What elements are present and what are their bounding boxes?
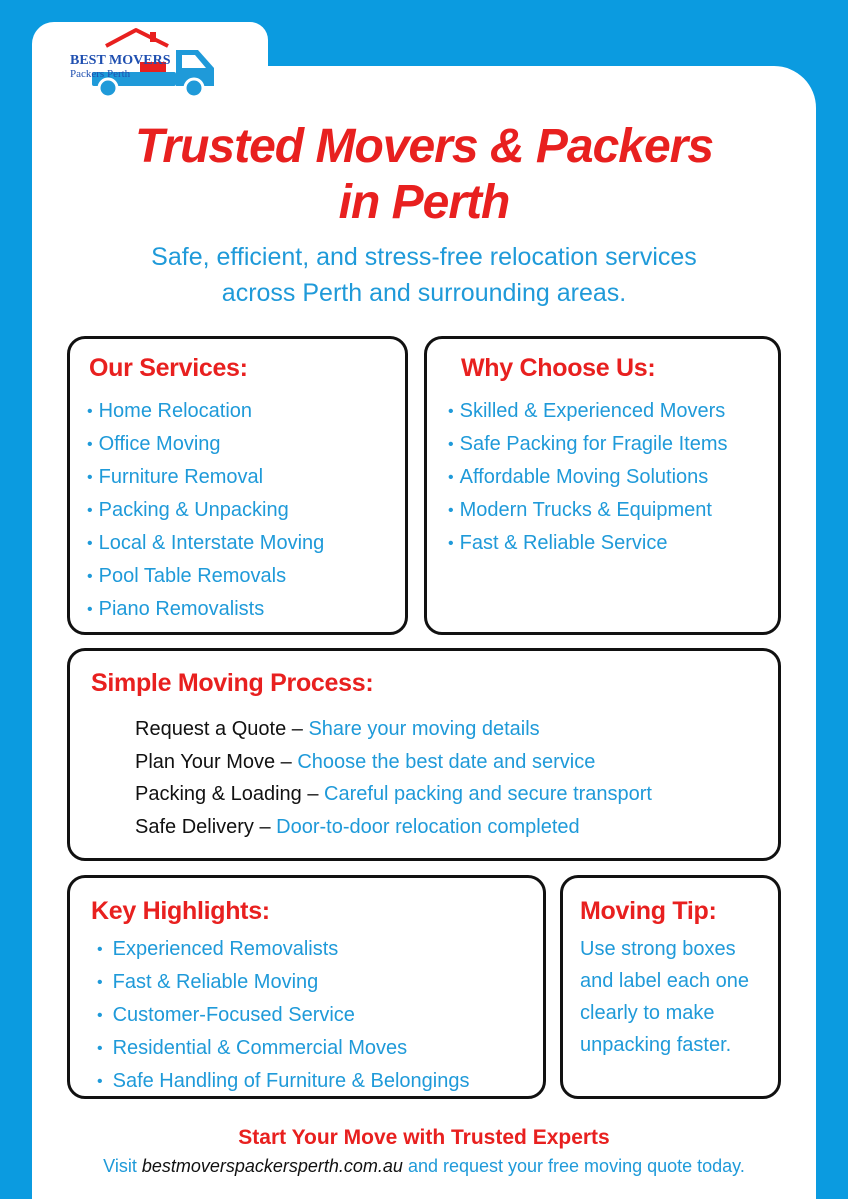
process-steps bbox=[135, 713, 652, 843]
services-heading: Our Services: bbox=[89, 354, 248, 382]
why-list bbox=[448, 395, 728, 560]
list-item: • Skilled & Experienced Movers bbox=[448, 400, 726, 422]
logo-line2: Packers Perth bbox=[70, 68, 131, 80]
why-box bbox=[424, 336, 781, 635]
list-item: • Piano Removalists bbox=[87, 598, 265, 620]
list-item: • Safe Packing for Fragile Items bbox=[448, 433, 728, 455]
highlights-box bbox=[67, 875, 546, 1099]
list-item: • Office Moving bbox=[87, 433, 221, 455]
why-heading: Why Choose Us: bbox=[461, 354, 656, 382]
list-item: • Local & Interstate Moving bbox=[87, 532, 325, 554]
list-item: • Home Relocation bbox=[87, 400, 253, 422]
process-box bbox=[67, 648, 781, 861]
list-item: • Affordable Moving Solutions bbox=[448, 466, 709, 488]
list-item: • Customer-Focused Service bbox=[97, 1004, 355, 1026]
list-item: • Packing & Unpacking bbox=[87, 499, 289, 521]
process-step: Packing & Loading – Careful packing and secure transport bbox=[135, 783, 652, 805]
list-item: • Experienced Removalists bbox=[97, 938, 339, 960]
services-list bbox=[87, 395, 324, 626]
subtitle-line2: across Perth and surrounding areas. bbox=[221, 279, 627, 307]
page-title-line2: in Perth bbox=[338, 176, 510, 229]
process-step: Request a Quote – Share your moving details bbox=[135, 718, 540, 740]
highlights-list bbox=[97, 933, 470, 1098]
process-step: Safe Delivery – Door-to-door relocation completed bbox=[135, 815, 580, 838]
logo[interactable] bbox=[64, 26, 224, 102]
subtitle-line1: Safe, efficient, and stress-free relocation services bbox=[151, 243, 697, 271]
process-heading: Simple Moving Process: bbox=[91, 669, 374, 697]
highlights-heading: Key Highlights: bbox=[91, 897, 270, 925]
process-step: Plan Your Move – Choose the best date and service bbox=[135, 750, 596, 773]
list-item: • Fast & Reliable Moving bbox=[97, 971, 319, 993]
list-item: • Pool Table Removals bbox=[87, 565, 287, 587]
tip-heading: Moving Tip: bbox=[580, 897, 717, 925]
house-roof-icon bbox=[106, 30, 168, 46]
list-item: • Modern Trucks & Equipment bbox=[448, 499, 712, 521]
website-link[interactable]: bestmoverspackersperth.com.au bbox=[141, 1156, 403, 1176]
footer-title: Start Your Move with Trusted Experts bbox=[238, 1126, 610, 1149]
list-item: • Furniture Removal bbox=[87, 466, 264, 488]
page-title-line1: Trusted Movers & Packers bbox=[134, 120, 714, 173]
list-item: • Safe Handling of Furniture & Belongings bbox=[97, 1070, 470, 1092]
footer-cta: Visit bestmoverspackersperth.com.au and request your free moving quote today. bbox=[103, 1156, 745, 1176]
services-box bbox=[67, 336, 408, 635]
tip-box bbox=[560, 875, 781, 1099]
logo-line1: BEST MOVERS bbox=[70, 53, 171, 68]
list-item: • Fast & Reliable Service bbox=[448, 532, 668, 554]
list-item: • Residential & Commercial Moves bbox=[97, 1037, 408, 1059]
tip-text: Use strong boxes and label each one clearly to make unpacking faster. bbox=[580, 938, 750, 1056]
